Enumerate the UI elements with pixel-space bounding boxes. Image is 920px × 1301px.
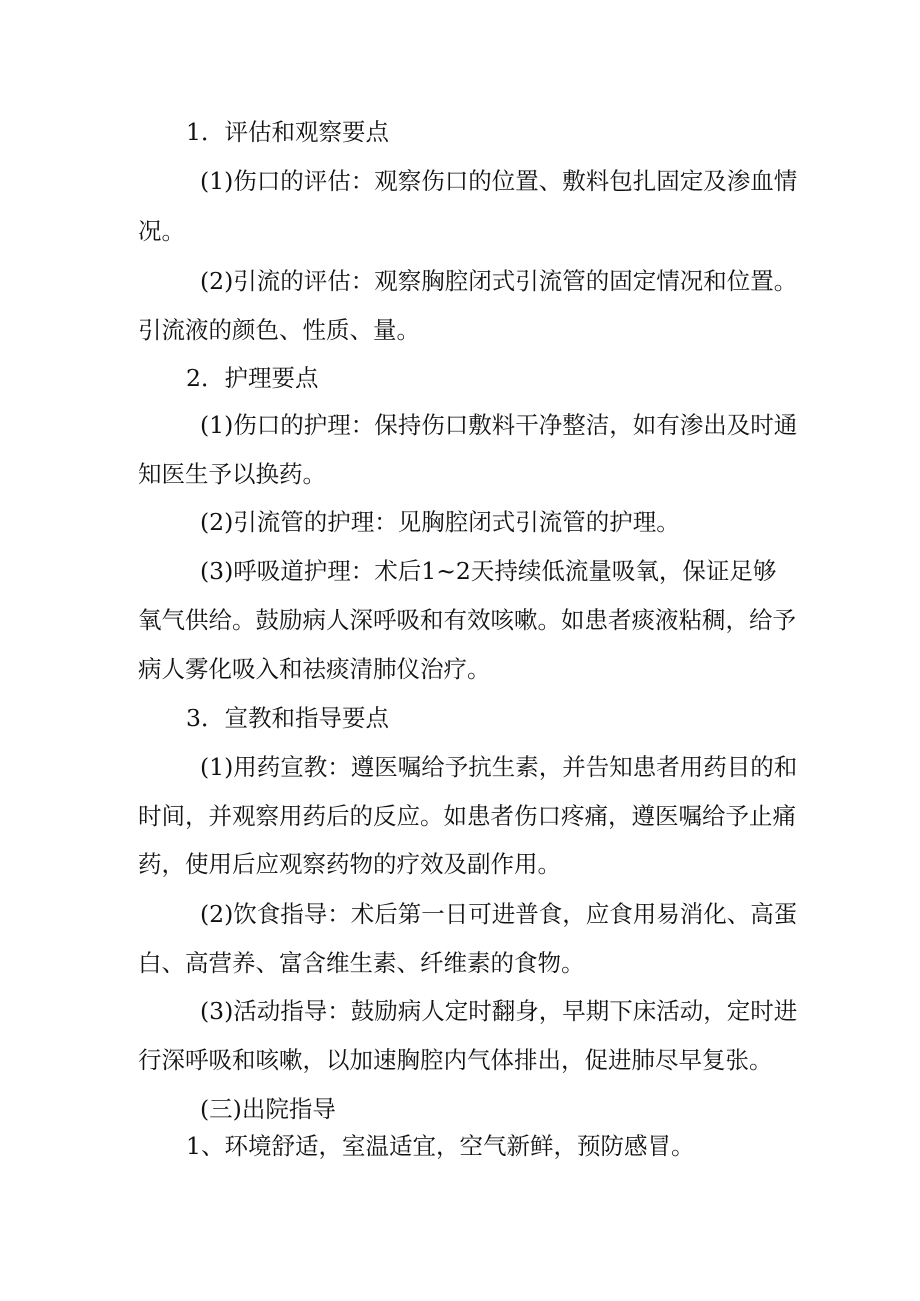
paragraph-line: 药，使用后应观察药物的疗效及副作用。 [138, 850, 561, 878]
section-heading-education: 3．宣教和指导要点 [186, 704, 389, 732]
paragraph-line: (1)伤口的护理：保持伤口敷料干净整洁，如有渗出及时通 [200, 411, 798, 439]
paragraph-line: 行深呼吸和咳嗽，以加速胸腔内气体排出，促进肺尽早复张。 [138, 1046, 773, 1074]
paragraph-line: (2)引流管的护理：见胸腔闭式引流管的护理。 [200, 508, 680, 536]
paragraph-line: 1、环境舒适，室温适宜，空气新鲜，预防感冒。 [186, 1132, 695, 1160]
paragraph-line: 白、高营养、富含维生素、纤维素的食物。 [138, 949, 585, 977]
paragraph-line: 病人雾化吸入和祛痰清肺仪治疗。 [138, 655, 491, 683]
paragraph-line: (3)呼吸道护理：术后1~2天持续低流量吸氧，保证足够 [200, 557, 777, 585]
paragraph-line: 时间，并观察用药后的反应。如患者伤口疼痛，遵医嘱给予止痛 [138, 802, 796, 830]
paragraph-line: (1)用药宣教：遵医嘱给予抗生素，并告知患者用药目的和 [200, 753, 798, 781]
paragraph-line: (3)活动指导：鼓励病人定时翻身，早期下床活动，定时进 [200, 997, 798, 1025]
paragraph-line: 况。 [138, 217, 185, 245]
paragraph-line: 知医生予以换药。 [138, 460, 326, 488]
paragraph-line: (2)饮食指导：术后第一日可进普食，应食用易消化、高蛋 [200, 900, 798, 928]
section-heading-discharge: (三)出院指导 [200, 1095, 336, 1123]
paragraph-line: (2)引流的评估：观察胸腔闭式引流管的固定情况和位置。 [200, 267, 798, 295]
section-heading-nursing: 2．护理要点 [186, 364, 319, 392]
paragraph-line: 氧气供给。鼓励病人深呼吸和有效咳嗽。如患者痰液粘稠，给予 [138, 606, 796, 634]
paragraph-line: 引流液的颜色、性质、量。 [138, 316, 420, 344]
paragraph-line: (1)伤口的评估：观察伤口的位置、敷料包扎固定及渗血情 [200, 167, 798, 195]
section-heading-assessment: 1．评估和观察要点 [186, 118, 389, 146]
